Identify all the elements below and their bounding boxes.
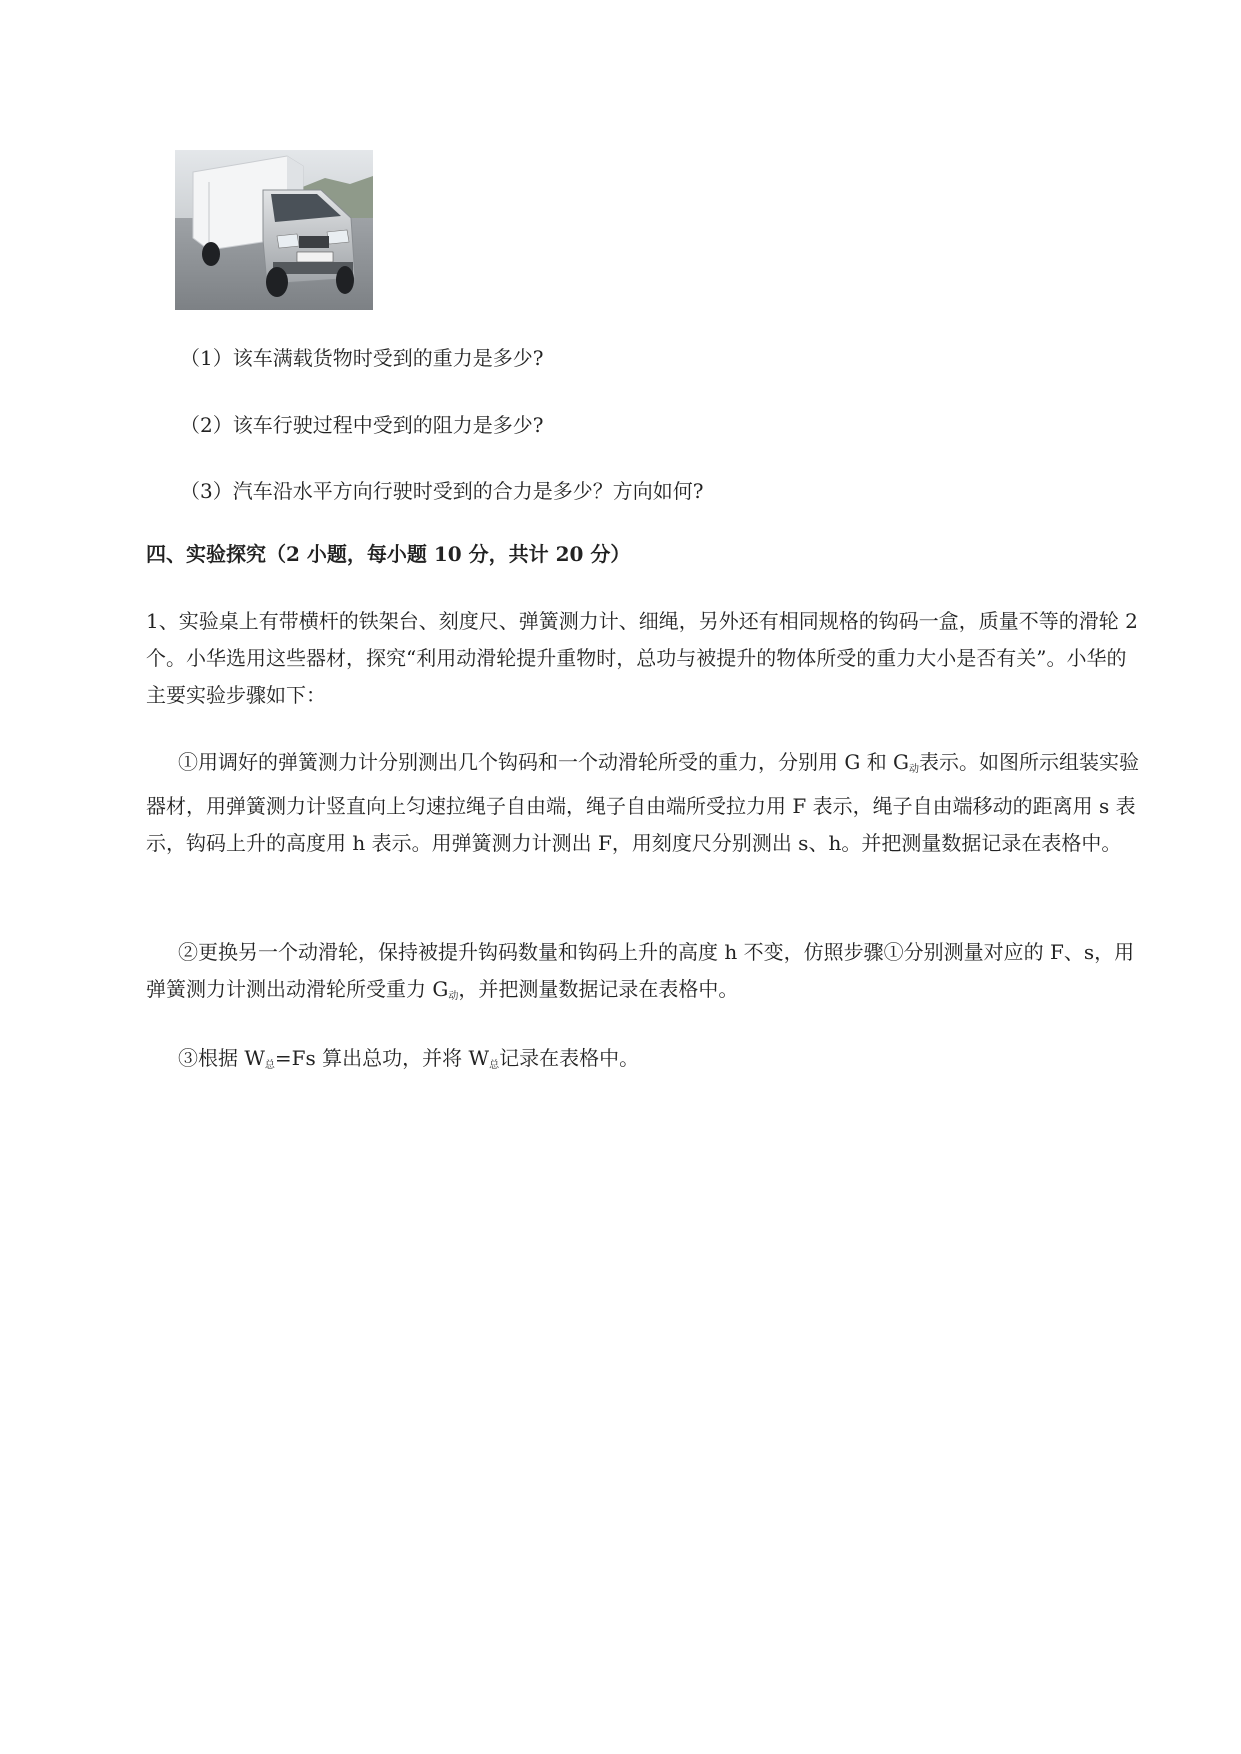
problem-1-step-2 — [146, 934, 1146, 1015]
step-3-subscript-2: 总 — [489, 1060, 500, 1071]
step-2-text-a: ②更换另一个动滑轮，保持被提升钩码数量和钩码上升的高度 h 不变，仿照步骤①分别测量对应的 F、s，用弹簧测力计测出动滑轮所受重力 G — [146, 940, 1135, 1001]
step-3-text-b: =Fs 算出总功，并将 W — [274, 1046, 490, 1070]
step-1-text-a: ①用调好的弹簧测力计分别测出几个钩码和一个动滑轮所受的重力，分别用 G 和 G — [178, 750, 910, 774]
step-3-text-c: 记录在表格中。 — [499, 1046, 640, 1070]
problem-1-intro: 1、实验桌上有带横杆的铁架台、刻度尺、弹簧测力计、细绳，另外还有相同规格的钩码一盒，质量不等的滑轮 2 个。小华选用这些器材，探究“利用动滑轮提升重物时，总功与被提升的物体所受的重力大小是否有关”。小华的主要实验步骤如下： — [146, 609, 1138, 707]
question-1: （1）该车满载货物时受到的重力是多少? — [180, 346, 544, 370]
step-3-subscript-1: 总 — [264, 1060, 275, 1071]
step-2-text-b: ，并把测量数据记录在表格中。 — [458, 977, 739, 1001]
problem-1-step-1 — [146, 744, 1146, 862]
step-1-text-b: 表示。如图所示组装实验器材，用弹簧测力计竖直向上匀速拉绳子自由端，绳子自由端所受拉力用 F 表示，绳子自由端移动的距离用 s 表示，钩码上升的高度用 h 表示。用弹簧测力计测出 F，用刻度尺分别测出 s、h。并把测量数据记录在表格中。 — [146, 750, 1140, 855]
step-1-subscript: 动 — [909, 764, 920, 775]
question-2: （2）该车行驶过程中受到的阻力是多少? — [180, 413, 544, 437]
problem-1-step-3 — [146, 1040, 1146, 1084]
question-3: （3）汽车沿水平方向行驶时受到的合力是多少？方向如何? — [180, 479, 704, 503]
step-3-text-a: ③根据 W — [178, 1046, 265, 1070]
section-heading: 四、实验探究（2 小题，每小题 10 分，共计 20 分） — [146, 542, 631, 566]
truck-photo — [175, 150, 373, 310]
step-2-subscript: 动 — [448, 991, 459, 1002]
